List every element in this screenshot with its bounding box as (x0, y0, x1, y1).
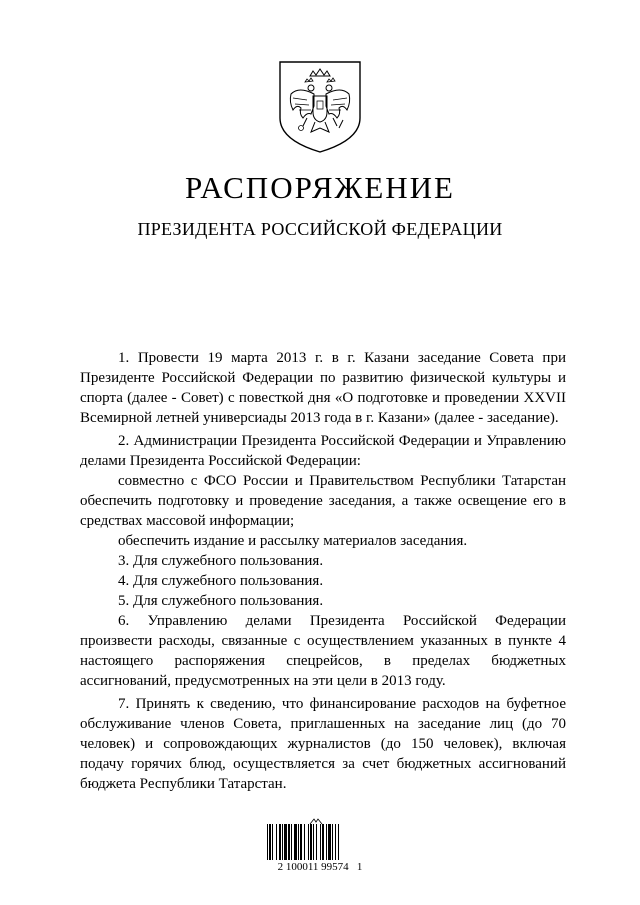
barcode-bar (335, 824, 336, 860)
barcode-bar (269, 824, 271, 860)
barcode-bar (320, 824, 321, 860)
barcode-bar (332, 824, 333, 860)
barcode-bar (282, 824, 283, 860)
barcode-icon (266, 824, 372, 860)
barcode-bar (300, 824, 302, 860)
paragraph-1: 1. Провести 19 марта 2013 г. в г. Казани заседание Совета при Президенте Российской Федерации по развитию физической культуры и спорта (далее - Совет) с повесткой дня «О подготовке и проведении XXVII Всемирной летней универсиады 2013 года в г. Казани» (далее - заседание). (80, 350, 566, 426)
paragraph-2-item-2: обеспечить издание и рассылку материалов заседания. (118, 533, 468, 549)
barcode-bar (308, 824, 309, 860)
paragraph-7: 7. Принять к сведению, что финансирование расходов на буфетное обслуживание членов Совета, приглашенных на заседание лиц (до 70 человек) и сопровождающих журналистов (до 150 человек), включая подачу горячих блюд, осуществляется за счет бюджетных ассигнований бюджета Республики Татарстан. (80, 696, 566, 792)
barcode-bar (326, 824, 327, 860)
document-title: РАСПОРЯЖЕНИЕ (185, 170, 455, 205)
barcode-bar (276, 824, 277, 860)
barcode-bar (279, 824, 281, 860)
barcode-bar (272, 824, 273, 860)
barcode-bar (291, 824, 292, 860)
paragraph-6: 6. Управлению делами Президента Российской Федерации произвести расходы, связанные с осуществлением указанных в пункте 4 настоящего распоряжения спецрейсов, в пределах бюджетных ассигнований, предусмотренных на эти цели в 2013 году. (80, 613, 566, 689)
barcode-bar (267, 824, 268, 860)
barcode-bar (298, 824, 299, 860)
paragraph-3: 3. Для служебного пользования. (118, 553, 324, 569)
barcode-bar (304, 824, 305, 860)
barcode-bar (310, 824, 312, 860)
paragraph-4: 4. Для служебного пользования. (118, 573, 324, 589)
paragraph-2: 2. Администрации Президента Российской Федерации и Управлению делами Президента Российской Федерации: (80, 433, 566, 469)
barcode-bar (338, 824, 339, 860)
barcode-bar (294, 824, 297, 860)
barcode-bar (313, 824, 314, 860)
paragraph-5: 5. Для служебного пользования. (118, 593, 324, 609)
barcode-bar (288, 824, 290, 860)
barcode-bar (328, 824, 331, 860)
barcode (262, 818, 378, 876)
document-subtitle: ПРЕЗИДЕНТА РОССИЙСКОЙ ФЕДЕРАЦИИ (137, 219, 503, 239)
paragraph-2-item-1: совместно с ФСО России и Правительством Республики Татарстан обеспечить подготовку и проведение заседания, а также освещение его в средствах массовой информации; (80, 473, 566, 529)
barcode-bar (322, 824, 324, 860)
coat-of-arms-icon (277, 60, 363, 154)
barcode-bar (316, 824, 317, 860)
document-body (80, 348, 566, 794)
barcode-number: 2 100011 99574 1 (277, 861, 363, 873)
barcode-bar (284, 824, 287, 860)
